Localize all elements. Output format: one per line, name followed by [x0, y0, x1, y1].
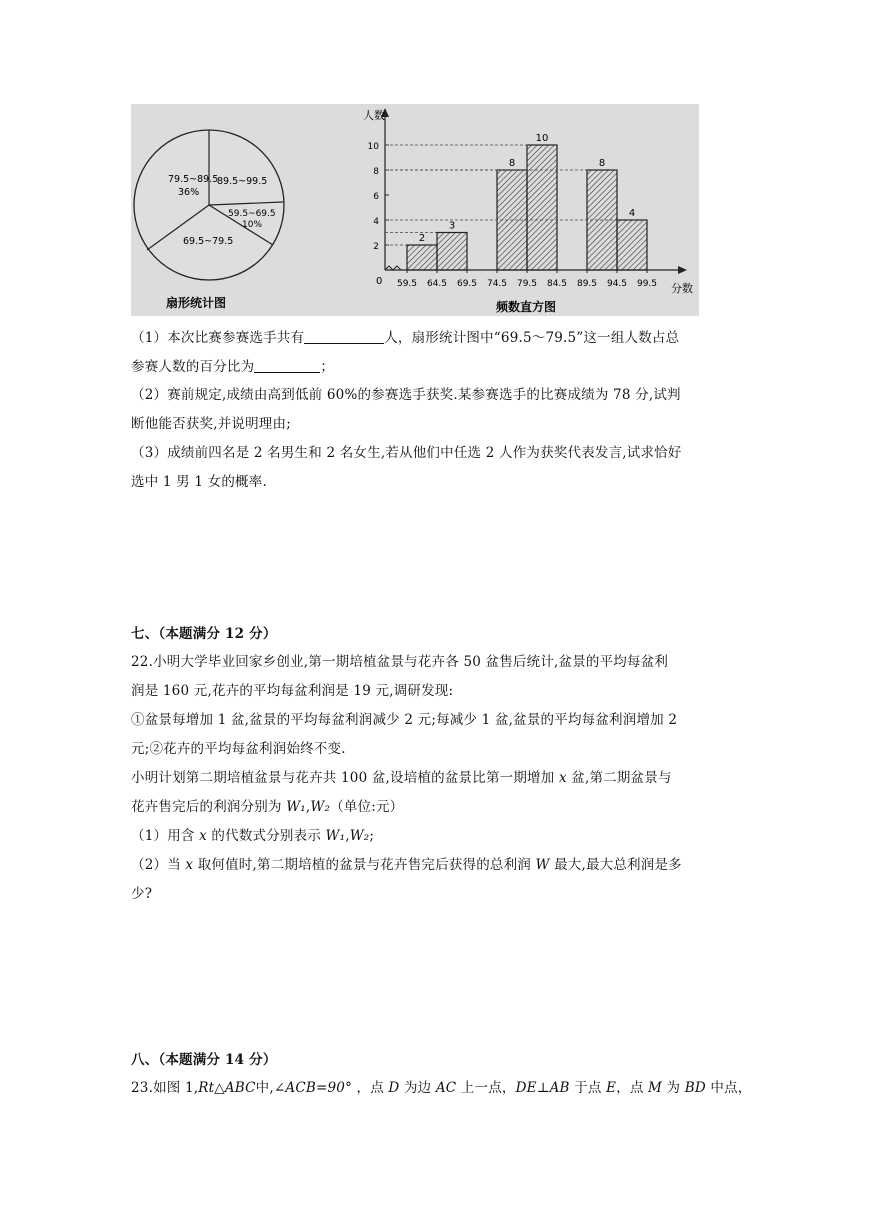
- y-tick-label: 8: [373, 167, 379, 177]
- q23-e: 为边: [399, 1080, 436, 1096]
- segment-ac: AC: [435, 1080, 457, 1096]
- q22-line-4: 元;②花卉的平均每盆利润始终不变.: [131, 741, 346, 757]
- x-axis-arrow: [678, 266, 687, 274]
- histogram-title: 频数直方图: [496, 300, 557, 314]
- q22-q2a: （2）当: [131, 857, 186, 873]
- q22-line-1: 22.小明大学毕业回家乡创业,第一期培植盆景与花卉各 50 盆售后统计,盆景的平均每盆利: [131, 654, 669, 670]
- var-x: x: [558, 770, 567, 786]
- q22-q2c: 最大,最大总利润是多: [549, 857, 682, 873]
- pie-pct-59-69: 10%: [242, 220, 263, 230]
- q22-l6a: 花卉售完后的利润分别为: [131, 799, 287, 815]
- bar-value-label: 3: [448, 220, 456, 232]
- pie-label-69-79: 69.5~79.5: [183, 236, 234, 247]
- histogram-bar: [527, 145, 557, 270]
- answer-blank-percent[interactable]: [254, 358, 320, 373]
- q22-q1a: （1）用含: [131, 828, 200, 844]
- bar-value-label: 2: [418, 233, 426, 244]
- section-8-title: 八、（本题满分 14 分）: [131, 1052, 277, 1068]
- segment-bd: BD: [684, 1080, 706, 1096]
- question-22: [131, 648, 743, 909]
- q22-sub-2-cont: 少?: [131, 886, 153, 902]
- q2-line-1: （2）赛前规定,成绩由高到低前 60%的参赛选手获奖.某参赛选手的比赛成绩为 78 分,试判: [131, 387, 681, 403]
- q1-text-c: 参赛人数的百分比为: [131, 359, 255, 375]
- histogram-bar: [437, 233, 467, 271]
- bar-value-label: 4: [628, 208, 636, 219]
- q23-a: 23.如图 1,: [131, 1080, 199, 1096]
- q3-line-2: 选中 1 男 1 女的概率.: [131, 474, 267, 490]
- q22-q1b: 的代数式分别表示: [206, 828, 326, 844]
- bar-value-label: 8: [508, 158, 516, 169]
- q23-g: 于点: [569, 1080, 607, 1096]
- x-tick-label: 69.5: [456, 279, 478, 289]
- q22-line-2: 润是 160 元,花卉的平均每盆利润是 19 元,调研发现:: [131, 683, 454, 699]
- figure-canvas: [131, 104, 699, 316]
- q22-l6b: （单位:元）: [330, 799, 404, 815]
- pie-chart: [134, 130, 284, 310]
- var-w1: W₁: [286, 799, 306, 815]
- var-w1: W₁: [325, 828, 346, 844]
- q23-c: ，点: [352, 1080, 389, 1096]
- answer-blank-total[interactable]: [304, 329, 384, 344]
- q23-b: 中,: [255, 1080, 274, 1096]
- question-21-part-2: [131, 381, 743, 439]
- q22-q2b: 取何值时,第二期培植的盆景与花卉售完后获得的总利润: [193, 857, 536, 873]
- q1-text-b: 人，扇形统计图中“69.5～79.5”这一组人数占总: [384, 330, 680, 346]
- statistics-figure: [131, 104, 699, 316]
- x-tick-label: 84.5: [546, 279, 568, 289]
- histogram-bar: [617, 220, 647, 270]
- pie-caption: 扇形统计图: [166, 296, 227, 310]
- x-tick-label: 59.5: [396, 279, 418, 289]
- semicolon: ;: [369, 828, 375, 844]
- y-tick-label: 2: [373, 242, 379, 252]
- var-w: W: [535, 857, 550, 873]
- question-21-part-3: [131, 439, 743, 497]
- x-tick-label: 79.5: [516, 279, 538, 289]
- q23-j: 中点，: [705, 1080, 752, 1096]
- origin-label: 0: [376, 276, 383, 287]
- bar-value-label: 8: [598, 158, 606, 169]
- comma: ,: [345, 828, 350, 844]
- section-7-title: 七、（本题满分 12 分）: [131, 626, 277, 642]
- x-tick-label: 89.5: [576, 279, 598, 289]
- histogram: [363, 108, 693, 314]
- section-7-heading: [131, 620, 743, 649]
- q1-text-a: （1）本次比赛参赛选手共有: [131, 330, 305, 346]
- q22-line-3: ①盆景每增加 1 盆,盆景的平均每盆利润减少 2 元;每减少 1 盆,盆景的平均每盆利润增加 2: [131, 712, 678, 728]
- var-x: x: [185, 857, 194, 873]
- q1-text-d: ；: [320, 359, 335, 375]
- q22-line-6: [131, 793, 743, 822]
- x-tick-label: 99.5: [636, 279, 658, 289]
- histogram-bar: [407, 245, 437, 270]
- point-m: M: [648, 1080, 663, 1096]
- perp-de-ab: DE⊥AB: [515, 1080, 570, 1096]
- var-x: x: [199, 828, 207, 844]
- q22-l5a: 小明计划第二期培植盆景与花卉共 100 盆,设培植的盆景比第一期增加: [131, 770, 559, 786]
- point-e: E: [606, 1080, 617, 1096]
- y-tick-label: 10: [367, 142, 379, 152]
- var-w2: W₂: [310, 799, 331, 815]
- y-tick-label: 4: [373, 217, 379, 227]
- q23-h: ，点: [616, 1080, 649, 1096]
- q22-l5b: 盆,第二期盆景与: [566, 770, 672, 786]
- x-tick-label: 64.5: [426, 279, 448, 289]
- pie-label-79-89: 79.5~89.5: [168, 174, 219, 185]
- comma: ,: [305, 799, 311, 815]
- q23-line-1: [131, 1074, 751, 1103]
- q23-f: 上一点，: [456, 1080, 516, 1096]
- q22-sub-2: [131, 851, 743, 880]
- x-tick-label: 94.5: [606, 279, 628, 289]
- triangle-abc: Rt△ABC: [198, 1080, 256, 1096]
- question-21-part-1: [131, 324, 743, 382]
- y-axis-label: 人数: [363, 109, 385, 122]
- pie-pct-79-89: 36%: [178, 187, 200, 198]
- pie-label-59-69: 59.5~69.5: [228, 209, 276, 219]
- point-d: D: [388, 1080, 400, 1096]
- q22-sub-1: [131, 822, 743, 851]
- pie-label-89-99: 89.5~99.5: [217, 176, 268, 187]
- y-tick-label: 6: [373, 192, 379, 202]
- question-23: [131, 1074, 751, 1103]
- q23-i: 为: [662, 1080, 685, 1096]
- section-8-heading: [131, 1046, 743, 1075]
- q22-line-5: [131, 764, 743, 793]
- x-axis-label: 分数: [671, 282, 693, 295]
- x-tick-label: 74.5: [486, 279, 508, 289]
- q3-line-1: （3）成绩前四名是 2 名男生和 2 名女生,若从他们中任选 2 人作为获奖代表发言,试求恰好: [131, 445, 682, 461]
- var-w2: W₂: [349, 828, 370, 844]
- angle-acb: ∠ACB=90°: [273, 1080, 353, 1096]
- bar-value-label: 10: [535, 133, 549, 144]
- q2-line-2: 断他能否获奖,并说明理由;: [131, 416, 291, 432]
